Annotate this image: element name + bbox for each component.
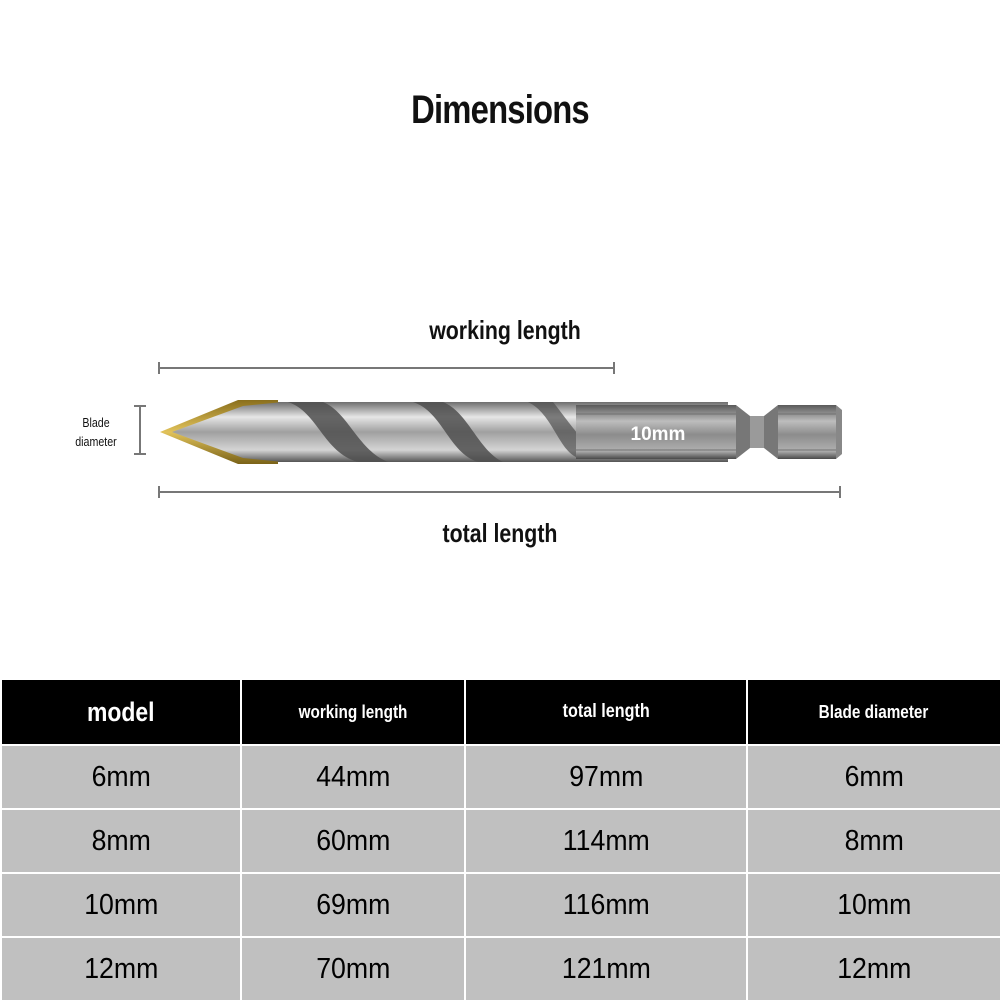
cell-blade-diameter: 6mm [747,745,1000,809]
blade-diameter-line [139,405,141,455]
blade-diameter-tick-bottom [134,453,146,455]
cell-total-length: 97mm [465,745,747,809]
specs-table [0,678,1000,1002]
cell-total-length: 114mm [465,809,747,873]
cell-model: 10mm [1,873,241,937]
shank-marking: 10mm [630,424,686,445]
cell-blade-diameter: 10mm [747,873,1000,937]
shank-groove [736,405,750,459]
header-blade-diameter: Blade diameter [747,679,1000,745]
table-row [1,745,1000,809]
cell-working-length: 69mm [241,873,465,937]
table-row [1,873,1000,937]
cell-working-length: 60mm [241,809,465,873]
drill-bit-illustration [158,392,848,472]
total-length-tick-left [158,486,160,498]
cell-model: 8mm [1,809,241,873]
blade-diameter-tick-top [134,405,146,407]
cell-model: 12mm [1,937,241,1001]
header-total-length: total length [465,679,747,745]
total-length-tick-right [839,486,841,498]
table-header-row [1,679,1000,745]
table-row [1,937,1000,1001]
working-length-tick-right [613,362,615,374]
header-model: model [1,679,241,745]
total-length-line [158,491,840,493]
cell-blade-diameter: 12mm [747,937,1000,1001]
page-title: Dimensions [411,88,589,132]
cell-working-length: 70mm [241,937,465,1001]
blade-diameter-label-line1: Blade [82,415,110,430]
working-length-tick-left [158,362,160,374]
header-working-length: working length [241,679,465,745]
working-length-label: working length [429,315,581,345]
cell-total-length: 116mm [465,873,747,937]
table-row [1,809,1000,873]
cell-working-length: 44mm [241,745,465,809]
blade-diameter-label [66,413,125,451]
blade-diameter-label-line2: diameter [75,434,117,449]
cell-model: 6mm [1,745,241,809]
cell-blade-diameter: 8mm [747,809,1000,873]
working-length-line [158,367,614,369]
shank-end [778,405,836,459]
total-length-label: total length [442,518,558,548]
cell-total-length: 121mm [465,937,747,1001]
